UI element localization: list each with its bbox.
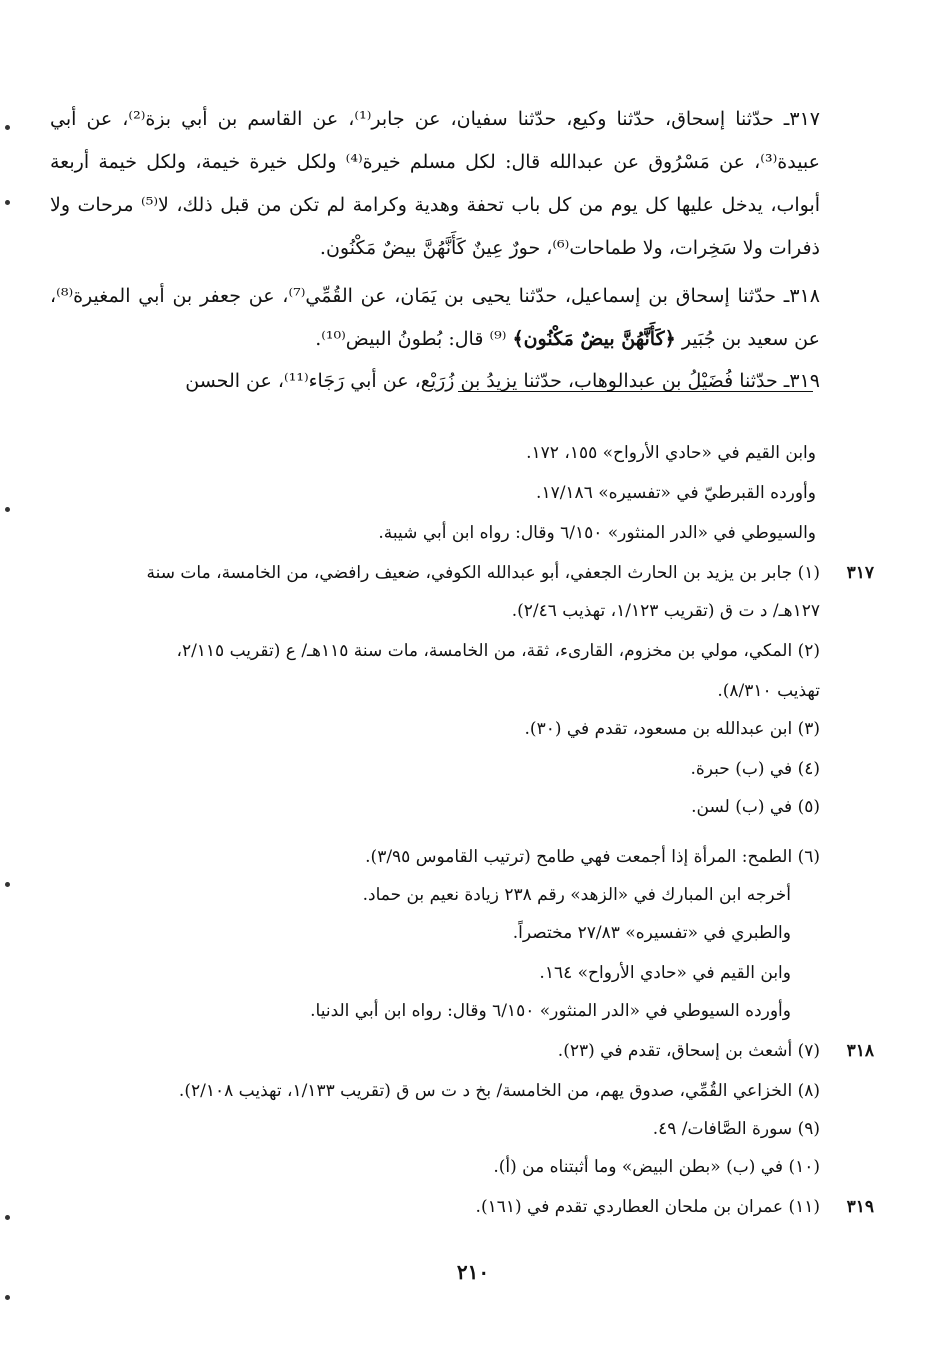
hadith-317: ٣١٧ـ حدّثنا إسحاق، حدّثنا وكيع، حدّثنا سفيان، عن جابر⁽¹⁾، عن القاسم بن أبي بزة⁽²⁾، عن أبي عبيدة⁽³⁾، عن مَسْرُوق عن عبدالله قال: لكل مسلم خيرة⁽⁴⁾ ولكل خيرة خيمة، ولكل خيمة أربعة أبواب، يدخل عليها كل يوم من كل باب تحفة وهدية وكرامة لم تكن من قبل ذلك، لا⁽⁵⁾ مرحات ولا ذفرات ولا سَخِرات، ولا طماحات⁽⁶⁾، حورٌ عِينٌ كَأَنَّهُنَّ بيضٌ مَكْنُون.	[50, 108, 821, 259]
footnote-7: (٧) أشعث بن إسحاق، تقدم في (٢٣).	[557, 1041, 820, 1061]
footnote-line: وأورده القبرطيّ في «تفسيره» ١٧/١٨٦.	[536, 483, 816, 503]
footnote-11: (١١) عمران بن ملحان العطاردي تقدم في (١٦١).	[475, 1197, 820, 1217]
footnote-3: (٣) ابن عبدالله بن مسعود، تقدم في (٣٠).	[524, 719, 820, 739]
footnote-2: (٢) المكي، مولي بن مخزوم، القارىء، ثقة، من الخامسة، مات سنة ١١٥هـ/ ع (تقريب ٢/١١٥،	[176, 641, 820, 661]
margin-mark	[5, 882, 10, 887]
footnote-group-number: ٣١٧	[846, 563, 874, 583]
footnote-separator	[458, 391, 813, 392]
hadith-318-text: ٣١٨ـ حدّثنا إسحاق بن إسماعيل، حدّثنا يحيى بن يَمَان، عن القُمِّي⁽⁷⁾، عن جعفر بن أبي المغيرة⁽⁸⁾، عن سعيد بن جُبَير	[50, 285, 820, 350]
footnote-6-cont: وأورده السيوطي في «الدر المنثور» ٦/١٥٠ وقال: رواه ابن أبي الدنيا.	[310, 1001, 791, 1021]
hadith-318-end: ⁽⁹⁾ قال: بُطونُ البيض⁽¹⁰⁾.	[315, 328, 507, 350]
page-number: ٢١٠	[456, 1260, 490, 1284]
footnote-line: والسيوطي في «الدر المنثور» ٦/١٥٠ وقال: رواه ابن أبي شيبة.	[378, 523, 816, 543]
footnote-6: (٦) الطمح: المرأة إذا أجمعت فهي طامح (ترتيب القاموس ٣/٩٥).	[365, 847, 820, 867]
footnote-10: (١٠) في (ب) «بطن البيض» وما أثبتناه من (أ).	[493, 1157, 820, 1177]
footnote-6-cont: أخرجه ابن المبارك في «الزهد» رقم ٢٣٨ زيادة نعيم بن حماد.	[362, 885, 791, 905]
hadith-319: ٣١٩ـ حدّثنا فُضَيْلُ بن عبدالوهاب، حدّثنا يزيدُ بن زُرَيْع، عن أبي رَجَاء⁽¹¹⁾، عن الحسن	[185, 370, 820, 392]
footnote-8: (٨) الخزاعي القُمِّي، صدوق يهم، من الخامسة/ بخ د ت س ق (تقريب ١/١٣٣، تهذيب ٢/١٠٨).	[178, 1081, 820, 1101]
footnote-4: (٤) في (ب) حبرة.	[690, 759, 820, 779]
footnote-group-number: ٣١٩	[846, 1197, 874, 1217]
margin-mark	[5, 1295, 10, 1300]
margin-mark	[5, 125, 10, 130]
footnote-5: (٥) في (ب) لسن.	[691, 797, 820, 817]
quran-quote: ﴿كَأَنَّهُنَّ بيضٌ مَكْنُون﴾	[512, 328, 676, 350]
footnote-1-cont: ١٢٧هـ/ د ت ق (تقريب ١/١٢٣، تهذيب ٢/٤٦).	[511, 601, 820, 621]
footnote-6-cont: وابن القيم في «حادي الأرواح» ١٦٤.	[539, 963, 791, 983]
footnote-9: (٩) سورة الصَّافات/ ٤٩.	[652, 1119, 820, 1139]
margin-mark	[5, 507, 10, 512]
footnote-6-cont: والطبري في «تفسيره» ٢٧/٨٣ مختصراً.	[512, 923, 791, 943]
footnote-1: (١) جابر بن يزيد بن الحارث الجعفي، أبو عبدالله الكوفي، ضعيف رافضي، من الخامسة، مات سنة	[146, 563, 820, 583]
footnote-line: وابن القيم في «حادي الأرواح» ١٥٥، ١٧٢.	[526, 443, 816, 463]
hadith-318	[50, 275, 820, 361]
footnote-2-cont: تهذيب ٨/٣١٠).	[717, 681, 820, 701]
margin-mark	[5, 1215, 10, 1220]
margin-mark	[5, 200, 10, 205]
footnote-group-number: ٣١٨	[846, 1041, 874, 1061]
